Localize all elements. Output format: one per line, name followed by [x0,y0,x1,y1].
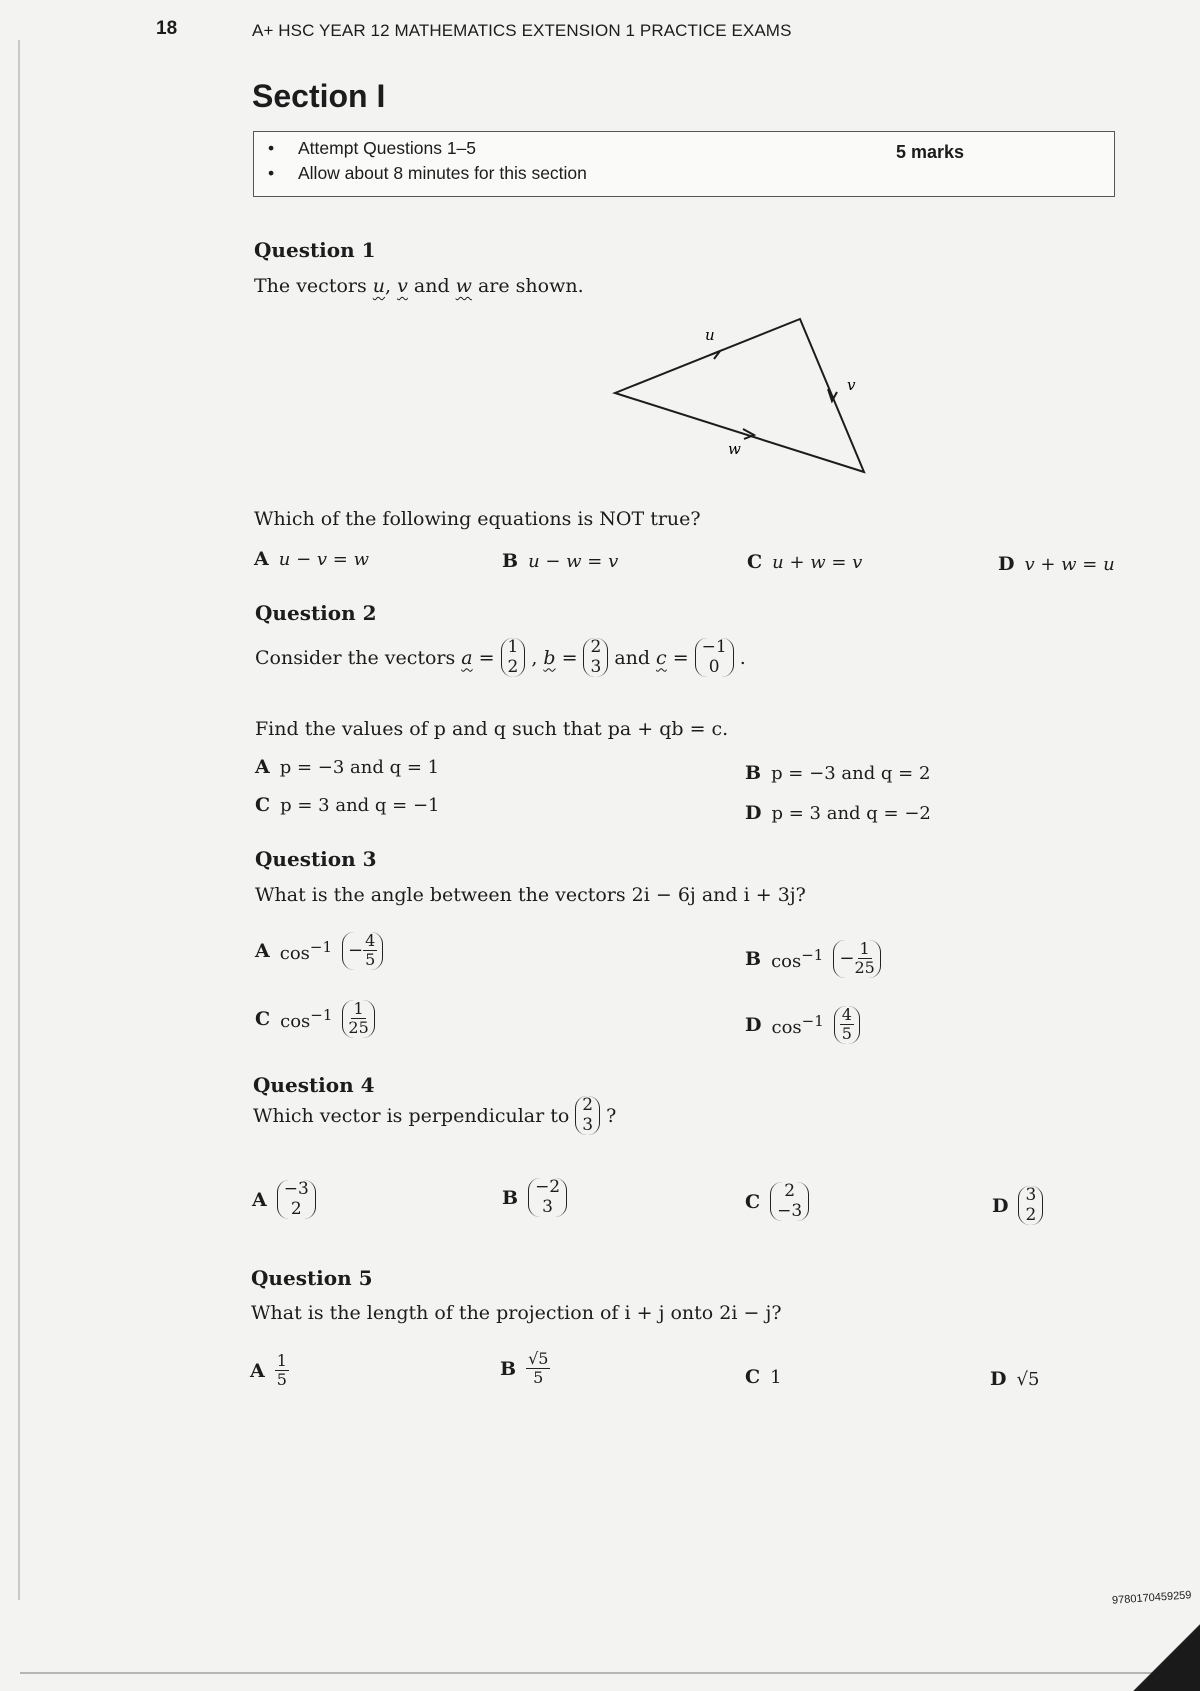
option-a[interactable]: A −3 2 [252,1180,316,1219]
isbn: 9780170459259 [1111,1589,1192,1607]
option-b[interactable]: B −2 3 [502,1178,567,1217]
vector-given: 2 3 [575,1096,600,1135]
option-c[interactable]: C 1 [745,1366,782,1388]
question-3-text: What is the angle between the vectors 2i − 6j and i + 3j? [255,884,806,906]
option-d[interactable]: D $\cos^{-1}$ $\frac{4}{5}$ [745,1006,860,1044]
marks-label: 5 marks [895,142,964,162]
option-d[interactable]: D 3 2 [992,1186,1043,1225]
question-2-title: Question 2 [255,601,377,625]
option-d[interactable]: D v + w = u [998,553,1115,575]
vector-triangle-diagram [600,310,890,480]
page-left-edge [18,40,20,1600]
option-a[interactable]: A $\frac{1}{5}$ [250,1351,287,1390]
option-d[interactable]: D √5 [990,1368,1040,1390]
question-1-title: Question 1 [254,238,376,262]
question-1-prompt: Which of the following equations is NOT true? [254,508,701,530]
page-number: 18 [156,18,178,39]
option-d[interactable]: D p = 3 and q = −2 [745,802,931,824]
label-w: w [728,440,741,458]
section-title: Section I [252,78,386,114]
vector-a: 1 2 [501,638,526,677]
label-u: u [705,326,715,344]
question-3-title: Question 3 [255,847,377,871]
option-b[interactable]: B $\frac{√5}{5}$ [500,1349,549,1388]
option-b[interactable]: B $\cos^{-1}$ − $\frac{1}{25}$ [745,940,881,978]
question-2-vectors: Consider the vectors a = 1 2 , b = 2 3 and c = −1 0 . [255,637,746,677]
option-c[interactable]: C 2 −3 [745,1182,809,1221]
instruction-item: • Attempt Questions 1–5 [274,138,476,159]
vector-b: 2 3 [583,638,608,677]
option-c[interactable]: C u + w = v [747,551,863,573]
page-corner-shadow [1120,1621,1200,1691]
vector-c: −1 0 [695,638,734,677]
arrow-u [710,351,720,359]
page-bottom-edge [20,1672,1200,1674]
option-a[interactable]: A u − v = w [254,548,369,570]
question-5-text: What is the length of the projection of i + j onto 2i − j? [251,1302,782,1324]
question-5-title: Question 5 [251,1266,373,1290]
option-b[interactable]: B u − w = v [502,550,619,572]
question-4-title: Question 4 [253,1073,375,1097]
option-c[interactable]: C p = 3 and q = −1 [255,794,440,816]
running-title: A+ HSC YEAR 12 MATHEMATICS EXTENSION 1 PRACTICE EXAMS [252,21,792,40]
instructions-box [253,131,1115,197]
option-a[interactable]: A $\cos^{-1}$ − $\frac{4}{5}$ [255,932,383,970]
option-c[interactable]: C $\cos^{-1}$ $\frac{1}{25}$ [255,1000,375,1038]
question-2-find: Find the values of p and q such that pa + qb = c. [255,718,729,740]
option-a[interactable]: A p = −3 and q = 1 [255,756,440,778]
instruction-item: • Allow about 8 minutes for this section [274,163,587,184]
label-v: v [847,376,856,394]
question-1-intro: The vectors u, v and w are shown. [254,275,584,297]
question-4-text: Which vector is perpendicular to 2 3 ? [253,1095,617,1135]
option-b[interactable]: B p = −3 and q = 2 [745,762,931,784]
